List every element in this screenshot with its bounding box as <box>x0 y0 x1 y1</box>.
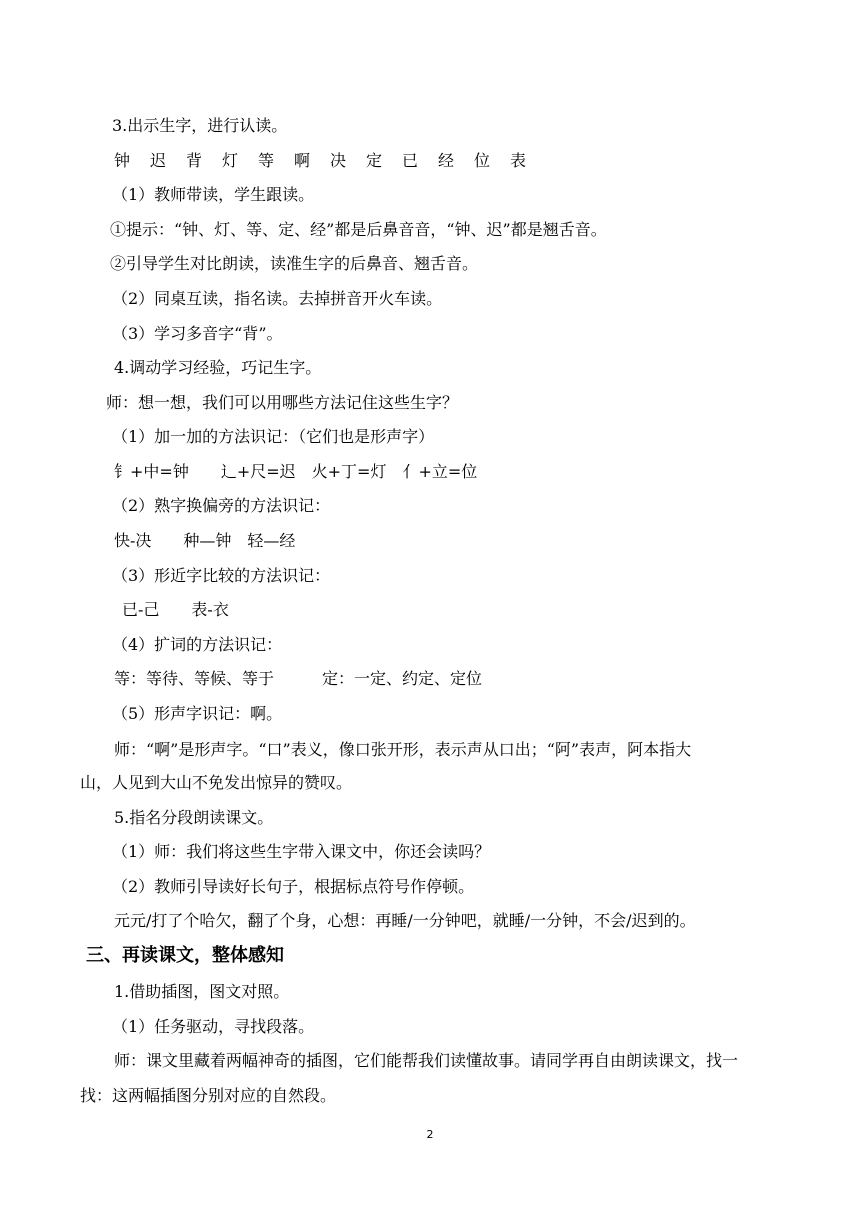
paragraph: （1）师：我们将这些生字带入课文中，你还会读吗？ <box>112 842 491 861</box>
step-3-title: 3.出示生字，进行认读。 <box>112 116 288 135</box>
teacher-line: 师：“啊”是形声字。“口”表义，像口张开形，表示声从口出；“阿”表声，阿本指大 <box>114 740 692 759</box>
word-expansion: 等：等待、等候、等于 定：一定、约定、定位 <box>114 669 483 688</box>
new-characters-row: 钟 迟 背 灯 等 啊 决 定 已 经 位 表 <box>114 151 529 170</box>
char-pairs: 已-己 表-衣 <box>122 600 229 619</box>
paragraph: （3）学习多音字“背”。 <box>112 324 283 343</box>
step-4-title: 4.调动学习经验，巧记生字。 <box>114 358 322 377</box>
char-pairs: 快-决 种—钟 轻—经 <box>114 531 296 550</box>
teacher-line: 师：想一想，我们可以用哪些方法记住这些生字？ <box>106 393 459 412</box>
step-1-title: 1.借助插图，图文对照。 <box>114 982 290 1001</box>
paragraph: （1）任务驱动，寻找段落。 <box>112 1017 315 1036</box>
paragraph: （2）教师引导读好长句子，根据标点符号作停顿。 <box>112 877 475 896</box>
radical-formulas: 钅+中=钟 辶+尺=迟 火+丁=灯 亻+立=位 <box>114 462 478 481</box>
paragraph: ②引导学生对比朗读，读准生字的后鼻音、翘舌音。 <box>110 254 479 273</box>
teacher-line: 师：课文里藏着两幅神奇的插图，它们能帮我们读懂故事。请同学再自由朗读课文，找一 <box>114 1051 739 1070</box>
step-5-title: 5.指名分段朗读课文。 <box>114 808 274 827</box>
page-number: 2 <box>426 1128 434 1141</box>
paragraph: （1）加一加的方法识记：（它们也是形声字） <box>112 427 435 446</box>
teacher-line-continued: 山，人见到大山不免发出惊异的赞叹。 <box>80 773 353 792</box>
paragraph: （5）形声字识记：啊。 <box>112 704 283 723</box>
paragraph: （4）扩词的方法识记： <box>112 635 283 654</box>
paragraph: ①提示：“钟、灯、等、定、经”都是后鼻音音，“钟、迟”都是翘舌音。 <box>110 220 607 239</box>
example-sentence: 元元/打了个哈欠，翻了个身，心想：再睡/一分钟吧，就睡/一分钟，不会/迟到的。 <box>114 911 696 930</box>
paragraph: （1）教师带读，学生跟读。 <box>112 185 315 204</box>
paragraph: （2）同桌互读，指名读。去掉拼音开火车读。 <box>112 289 443 308</box>
teacher-line-continued: 找：这两幅插图分别对应的自然段。 <box>80 1086 337 1105</box>
paragraph: （2）熟字换偏旁的方法识记： <box>112 496 331 515</box>
section-heading: 三、再读课文，整体感知 <box>86 945 284 966</box>
paragraph: （3）形近字比较的方法识记： <box>112 566 331 585</box>
